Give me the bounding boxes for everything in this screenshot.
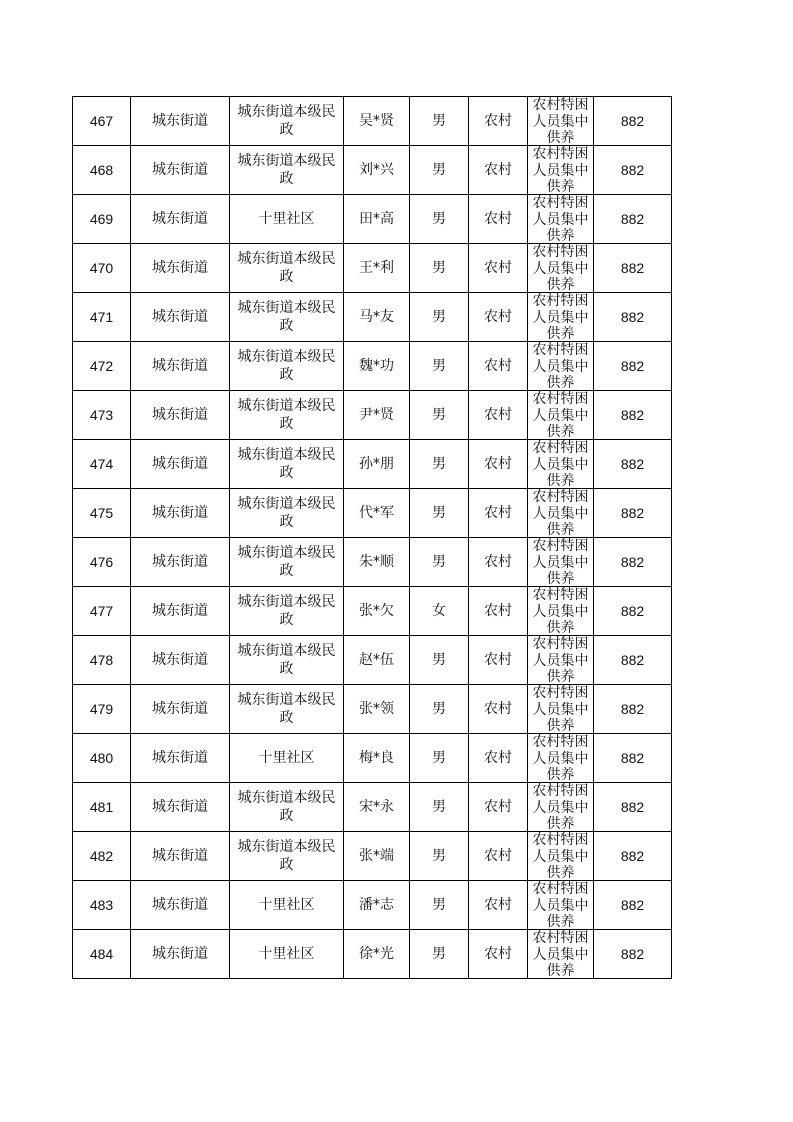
- support-type-cell: [528, 391, 594, 440]
- area-type-cell: 农村: [469, 342, 528, 391]
- unit-cell: [230, 930, 344, 979]
- gender-cell: 女: [410, 587, 469, 636]
- street-cell: 城东街道: [131, 97, 230, 146]
- gender-cell: 男: [410, 881, 469, 930]
- row-number-cell: 476: [73, 538, 131, 587]
- unit-cell-text: 城东街道本级民政: [237, 496, 336, 530]
- unit-cell-text: 城东街道本级民政: [237, 790, 336, 824]
- amount-cell: 882: [594, 293, 672, 342]
- unit-cell: [230, 587, 344, 636]
- support-type-cell: [528, 783, 594, 832]
- support-type-cell-text: 农村特困人员集中供养: [532, 930, 589, 978]
- unit-cell-text: 城东街道本级民政: [237, 398, 336, 432]
- street-cell: 城东街道: [131, 587, 230, 636]
- unit-cell: [230, 195, 344, 244]
- unit-cell-text: 城东街道本级民政: [237, 153, 336, 187]
- row-number-cell: 467: [73, 97, 131, 146]
- amount-cell: 882: [594, 146, 672, 195]
- support-type-cell: [528, 930, 594, 979]
- support-type-cell: [528, 685, 594, 734]
- unit-cell-text: 十里社区: [258, 897, 315, 913]
- table-row: [73, 832, 672, 881]
- area-type-cell: 农村: [469, 881, 528, 930]
- person-name-cell: 宋*永: [344, 783, 410, 832]
- support-type-cell: [528, 146, 594, 195]
- area-type-cell: 农村: [469, 832, 528, 881]
- unit-cell-text: 十里社区: [258, 946, 315, 962]
- unit-cell-text: 城东街道本级民政: [237, 643, 336, 677]
- gender-cell: 男: [410, 636, 469, 685]
- person-name-cell: 吴*贤: [344, 97, 410, 146]
- amount-cell: 882: [594, 391, 672, 440]
- amount-cell: 882: [594, 489, 672, 538]
- amount-cell: 882: [594, 195, 672, 244]
- support-type-cell: [528, 97, 594, 146]
- street-cell: 城东街道: [131, 636, 230, 685]
- row-number-cell: 482: [73, 832, 131, 881]
- support-type-cell: [528, 244, 594, 293]
- amount-cell: 882: [594, 440, 672, 489]
- unit-cell: [230, 391, 344, 440]
- area-type-cell: 农村: [469, 489, 528, 538]
- amount-cell: 882: [594, 783, 672, 832]
- gender-cell: 男: [410, 489, 469, 538]
- amount-cell: 882: [594, 930, 672, 979]
- unit-cell: [230, 293, 344, 342]
- support-type-cell-text: 农村特困人员集中供养: [532, 342, 589, 390]
- unit-cell: [230, 832, 344, 881]
- support-type-cell: [528, 587, 594, 636]
- support-type-cell: [528, 636, 594, 685]
- support-type-cell-text: 农村特困人员集中供养: [532, 97, 589, 145]
- support-type-cell-text: 农村特困人员集中供养: [532, 489, 589, 537]
- support-type-cell-text: 农村特困人员集中供养: [532, 391, 589, 439]
- support-type-cell-text: 农村特困人员集中供养: [532, 734, 589, 782]
- table-row: [73, 489, 672, 538]
- table-body: [73, 97, 672, 979]
- support-type-cell-text: 农村特困人员集中供养: [532, 587, 589, 635]
- gender-cell: 男: [410, 685, 469, 734]
- unit-cell: [230, 489, 344, 538]
- table-row: [73, 881, 672, 930]
- support-type-cell-text: 农村特困人员集中供养: [532, 244, 589, 292]
- area-type-cell: 农村: [469, 734, 528, 783]
- gender-cell: 男: [410, 342, 469, 391]
- unit-cell-text: 十里社区: [258, 211, 315, 227]
- table-row: [73, 146, 672, 195]
- support-type-cell-text: 农村特困人员集中供养: [532, 881, 589, 929]
- person-name-cell: 张*领: [344, 685, 410, 734]
- unit-cell: [230, 881, 344, 930]
- support-type-cell-text: 农村特困人员集中供养: [532, 146, 589, 194]
- table-row: [73, 293, 672, 342]
- unit-cell: [230, 146, 344, 195]
- area-type-cell: 农村: [469, 391, 528, 440]
- unit-cell-text: 城东街道本级民政: [237, 692, 336, 726]
- amount-cell: 882: [594, 734, 672, 783]
- support-type-cell: [528, 832, 594, 881]
- area-type-cell: 农村: [469, 97, 528, 146]
- street-cell: 城东街道: [131, 391, 230, 440]
- row-number-cell: 471: [73, 293, 131, 342]
- row-number-cell: 483: [73, 881, 131, 930]
- row-number-cell: 473: [73, 391, 131, 440]
- person-name-cell: 马*友: [344, 293, 410, 342]
- row-number-cell: 469: [73, 195, 131, 244]
- gender-cell: 男: [410, 293, 469, 342]
- row-number-cell: 468: [73, 146, 131, 195]
- unit-cell-text: 城东街道本级民政: [237, 545, 336, 579]
- unit-cell: [230, 734, 344, 783]
- person-name-cell: 尹*贤: [344, 391, 410, 440]
- area-type-cell: 农村: [469, 195, 528, 244]
- person-name-cell: 王*利: [344, 244, 410, 293]
- person-name-cell: 魏*功: [344, 342, 410, 391]
- unit-cell: [230, 685, 344, 734]
- table-row: [73, 685, 672, 734]
- table-row: [73, 734, 672, 783]
- table-row: [73, 636, 672, 685]
- row-number-cell: 472: [73, 342, 131, 391]
- person-name-cell: 张*欠: [344, 587, 410, 636]
- amount-cell: 882: [594, 881, 672, 930]
- table-row: [73, 587, 672, 636]
- gender-cell: 男: [410, 734, 469, 783]
- gender-cell: 男: [410, 783, 469, 832]
- unit-cell: [230, 342, 344, 391]
- gender-cell: 男: [410, 391, 469, 440]
- unit-cell: [230, 244, 344, 293]
- support-type-cell: [528, 440, 594, 489]
- unit-cell: [230, 636, 344, 685]
- street-cell: 城东街道: [131, 734, 230, 783]
- row-number-cell: 477: [73, 587, 131, 636]
- amount-cell: 882: [594, 636, 672, 685]
- table-row: [73, 930, 672, 979]
- person-name-cell: 朱*顺: [344, 538, 410, 587]
- beneficiary-table: [72, 96, 672, 979]
- table-row: [73, 538, 672, 587]
- person-name-cell: 梅*良: [344, 734, 410, 783]
- amount-cell: 882: [594, 244, 672, 293]
- unit-cell: [230, 783, 344, 832]
- street-cell: 城东街道: [131, 489, 230, 538]
- row-number-cell: 475: [73, 489, 131, 538]
- support-type-cell-text: 农村特困人员集中供养: [532, 685, 589, 733]
- amount-cell: 882: [594, 97, 672, 146]
- gender-cell: 男: [410, 538, 469, 587]
- area-type-cell: 农村: [469, 636, 528, 685]
- table-row: [73, 244, 672, 293]
- person-name-cell: 田*高: [344, 195, 410, 244]
- gender-cell: 男: [410, 97, 469, 146]
- gender-cell: 男: [410, 930, 469, 979]
- person-name-cell: 代*军: [344, 489, 410, 538]
- street-cell: 城东街道: [131, 538, 230, 587]
- support-type-cell-text: 农村特困人员集中供养: [532, 832, 589, 880]
- table-row: [73, 783, 672, 832]
- street-cell: 城东街道: [131, 685, 230, 734]
- area-type-cell: 农村: [469, 440, 528, 489]
- amount-cell: 882: [594, 587, 672, 636]
- support-type-cell: [528, 881, 594, 930]
- street-cell: 城东街道: [131, 930, 230, 979]
- area-type-cell: 农村: [469, 930, 528, 979]
- amount-cell: 882: [594, 832, 672, 881]
- person-name-cell: 赵*伍: [344, 636, 410, 685]
- unit-cell-text: 城东街道本级民政: [237, 251, 336, 285]
- row-number-cell: 480: [73, 734, 131, 783]
- table-row: [73, 391, 672, 440]
- person-name-cell: 张*端: [344, 832, 410, 881]
- amount-cell: 882: [594, 538, 672, 587]
- unit-cell-text: 城东街道本级民政: [237, 447, 336, 481]
- area-type-cell: 农村: [469, 538, 528, 587]
- support-type-cell: [528, 195, 594, 244]
- table-row: [73, 195, 672, 244]
- support-type-cell: [528, 734, 594, 783]
- area-type-cell: 农村: [469, 783, 528, 832]
- support-type-cell-text: 农村特困人员集中供养: [532, 195, 589, 243]
- unit-cell-text: 城东街道本级民政: [237, 300, 336, 334]
- person-name-cell: 刘*兴: [344, 146, 410, 195]
- person-name-cell: 潘*志: [344, 881, 410, 930]
- support-type-cell-text: 农村特困人员集中供养: [532, 636, 589, 684]
- gender-cell: 男: [410, 440, 469, 489]
- street-cell: 城东街道: [131, 342, 230, 391]
- street-cell: 城东街道: [131, 832, 230, 881]
- street-cell: 城东街道: [131, 195, 230, 244]
- area-type-cell: 农村: [469, 587, 528, 636]
- unit-cell-text: 城东街道本级民政: [237, 594, 336, 628]
- amount-cell: 882: [594, 685, 672, 734]
- gender-cell: 男: [410, 195, 469, 244]
- unit-cell-text: 城东街道本级民政: [237, 839, 336, 873]
- row-number-cell: 474: [73, 440, 131, 489]
- support-type-cell-text: 农村特困人员集中供养: [532, 538, 589, 586]
- row-number-cell: 479: [73, 685, 131, 734]
- person-name-cell: 徐*光: [344, 930, 410, 979]
- gender-cell: 男: [410, 146, 469, 195]
- unit-cell: [230, 538, 344, 587]
- area-type-cell: 农村: [469, 244, 528, 293]
- street-cell: 城东街道: [131, 244, 230, 293]
- gender-cell: 男: [410, 244, 469, 293]
- area-type-cell: 农村: [469, 146, 528, 195]
- amount-cell: 882: [594, 342, 672, 391]
- unit-cell-text: 十里社区: [258, 750, 315, 766]
- support-type-cell: [528, 489, 594, 538]
- support-type-cell: [528, 293, 594, 342]
- support-type-cell-text: 农村特困人员集中供养: [532, 440, 589, 488]
- person-name-cell: 孙*朋: [344, 440, 410, 489]
- street-cell: 城东街道: [131, 440, 230, 489]
- support-type-cell-text: 农村特困人员集中供养: [532, 293, 589, 341]
- area-type-cell: 农村: [469, 685, 528, 734]
- table-row: [73, 97, 672, 146]
- row-number-cell: 478: [73, 636, 131, 685]
- table-row: [73, 440, 672, 489]
- support-type-cell: [528, 342, 594, 391]
- unit-cell: [230, 440, 344, 489]
- street-cell: 城东街道: [131, 146, 230, 195]
- street-cell: 城东街道: [131, 293, 230, 342]
- support-type-cell-text: 农村特困人员集中供养: [532, 783, 589, 831]
- support-type-cell: [528, 538, 594, 587]
- unit-cell: [230, 97, 344, 146]
- row-number-cell: 470: [73, 244, 131, 293]
- unit-cell-text: 城东街道本级民政: [237, 104, 336, 138]
- table-row: [73, 342, 672, 391]
- row-number-cell: 484: [73, 930, 131, 979]
- area-type-cell: 农村: [469, 293, 528, 342]
- row-number-cell: 481: [73, 783, 131, 832]
- unit-cell-text: 城东街道本级民政: [237, 349, 336, 383]
- street-cell: 城东街道: [131, 881, 230, 930]
- gender-cell: 男: [410, 832, 469, 881]
- street-cell: 城东街道: [131, 783, 230, 832]
